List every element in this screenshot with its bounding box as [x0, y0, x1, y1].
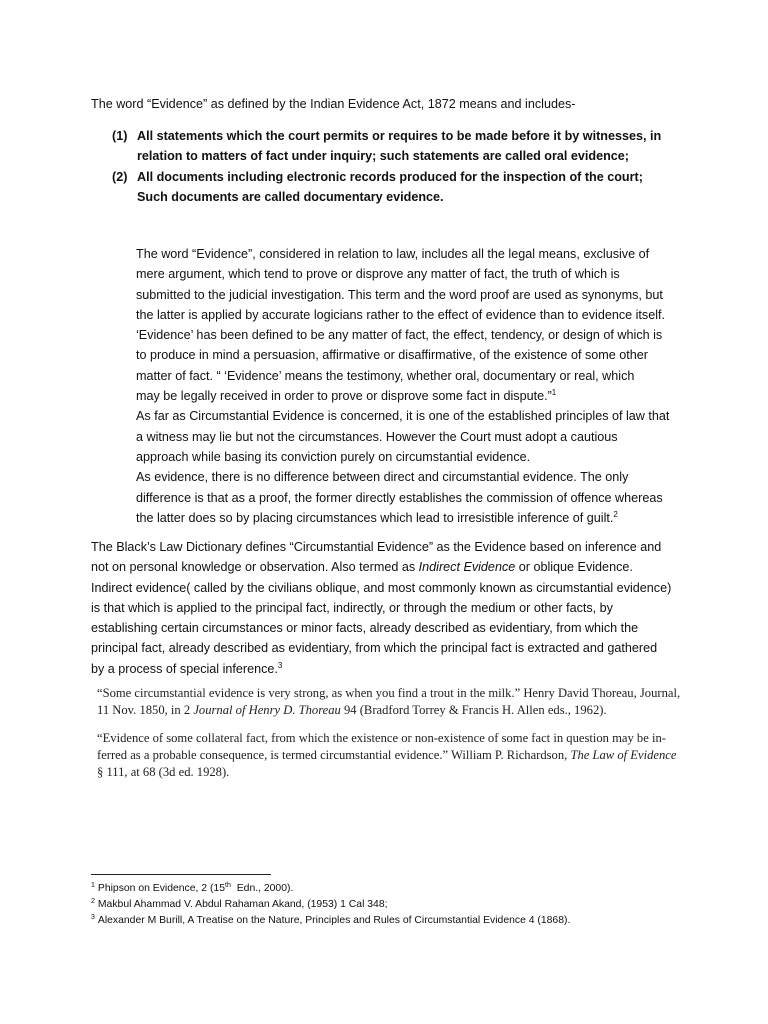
quote-line [97, 702, 680, 719]
footnote-ref[interactable]: 2 [613, 509, 618, 519]
richardson-quote [97, 730, 676, 781]
intro-text: The word “Evidence” as defined by the Indian Evidence Act, 1872 means and includes- [91, 97, 576, 111]
list-item-line: All statements which the court permits or requires to be made before it by witnesses, in [137, 129, 662, 143]
text-line: is that which is applied to the principal fact, indirectly, or through the medium or other facts, by [91, 600, 613, 615]
text-line: As far as Circumstantial Evidence is concerned, it is one of the established principles of law that [136, 409, 670, 424]
quote-line: “Evidence of some collateral fact, from which the existence or non-existence of some fact in question may be in- [97, 731, 666, 745]
italic-title: The Law of Evidence [570, 748, 677, 762]
phipson-definition-block [136, 244, 669, 528]
text-line [91, 659, 671, 679]
text-fragment: may be legally received in order to prove or disprove some fact in dispute.” [136, 389, 552, 404]
intro-paragraph [91, 94, 575, 114]
text-line: submitted to the judicial investigation. This term and the word proof are used as synonyms, but [136, 287, 663, 302]
list-item [112, 126, 661, 167]
quote-line: § 111, at 68 (3d ed. 1928). [97, 765, 230, 779]
list-item-line: Such documents are called documentary evidence. [137, 189, 444, 204]
text-line: to produce in mind a persuasion, affirmative or disaffirmative, of the existence of some other [136, 348, 648, 363]
list-item-number: (2) [112, 169, 128, 184]
list-item-line: All documents including electronic records produced for the inspection of the court; [137, 169, 643, 184]
blacks-law-paragraph [91, 537, 671, 679]
quote-line [97, 747, 676, 764]
list-item-number: (1) [112, 129, 128, 143]
text-line: The Black’s Law Dictionary defines “Circumstantial Evidence” as the Evidence based on inference and [91, 540, 662, 554]
thoreau-quote [97, 685, 680, 719]
text-line: ‘Evidence’ has been defined to be any matter of fact, the effect, tendency, or design of which is [136, 328, 663, 343]
text-line: The word “Evidence”, considered in relation to law, includes all the legal means, exclusive of [136, 247, 650, 261]
text-fragment: by a process of special inference. [91, 661, 278, 676]
italic-term: Indirect Evidence [418, 560, 516, 575]
text-fragment: not on personal knowledge or observation. Also termed as [91, 560, 419, 575]
footnote-text: Makbul Ahammad V. Abdul Rahaman Akand, (1953) 1 Cal 348; [97, 899, 388, 910]
quote-line: “Some circumstantial evidence is very strong, as when you find a trout in the milk.” Henry David Thoreau, Journal, [97, 686, 681, 700]
text-fragment: 11 Nov. 1850, in 2 [97, 703, 194, 717]
footnote-text: Alexander M Burill, A Treatise on the Nature, Principles and Rules of Circumstantial Evidence 4 (1868). [97, 915, 571, 926]
text-line [136, 386, 669, 406]
text-line: As evidence, there is no difference between direct and circumstantial evidence. The only [136, 470, 629, 485]
text-line [91, 557, 671, 577]
definition-list [112, 126, 661, 207]
footnote-number: 3 [91, 913, 95, 921]
footnote-number: 1 [91, 881, 95, 889]
text-fragment: ferred as a probable consequence, is termed circumstantial evidence.” William P. Richardson, [97, 748, 571, 762]
footnotes [91, 881, 570, 929]
footnote-number: 2 [91, 897, 95, 905]
text-line: difference is that as a proof, the former directly establishes the commission of offence whereas [136, 490, 663, 505]
text-line: approach while basing its conviction purely on circumstantial evidence. [136, 449, 531, 464]
text-fragment: the latter does so by placing circumstances which lead to irresistible inference of guilt. [136, 510, 614, 525]
footnote-item [91, 913, 570, 929]
text-line: establishing certain circumstances or minor facts, already described as evidentiary, from which the [91, 621, 639, 636]
text-line: mere argument, which tend to prove or disprove any matter of fact, the truth of which is [136, 267, 620, 282]
footnote-ref[interactable]: 3 [277, 660, 283, 670]
text-line: the latter is applied by accurate logicians rather to the effect of evidence than to evidence itself. [136, 307, 666, 322]
text-line [136, 508, 669, 528]
footnote-ref[interactable]: 1 [551, 387, 557, 397]
text-fragment: 94 (Bradford Torrey & Francis H. Allen eds., 1962). [340, 703, 607, 717]
footnote-item [91, 881, 570, 897]
list-item [112, 167, 661, 208]
footnote-text: Phipson on Evidence, 2 (15 [97, 883, 225, 894]
text-fragment: or oblique Evidence. [515, 560, 633, 575]
footnote-divider [91, 874, 271, 875]
text-line: principal fact, already described as evidentiary, from which the principal fact is extracted and gathered [91, 641, 658, 656]
footnote-text: Edn., 2000). [233, 883, 294, 894]
text-line: Indirect evidence( called by the civilians oblique, and most commonly known as circumstantial evidence) [91, 580, 672, 595]
text-line: a witness may lie but not the circumstances. However the Court must adopt a cautious [136, 429, 618, 444]
text-line: matter of fact. “ ‘Evidence’ means the testimony, whether oral, documentary or real, which [136, 368, 635, 383]
italic-title: Journal of Henry D. Thoreau [193, 703, 341, 717]
list-item-line: relation to matters of fact under inquiry; such statements are called oral evidence; [137, 149, 629, 164]
footnote-superscript: th [225, 881, 231, 889]
footnote-item [91, 897, 570, 913]
